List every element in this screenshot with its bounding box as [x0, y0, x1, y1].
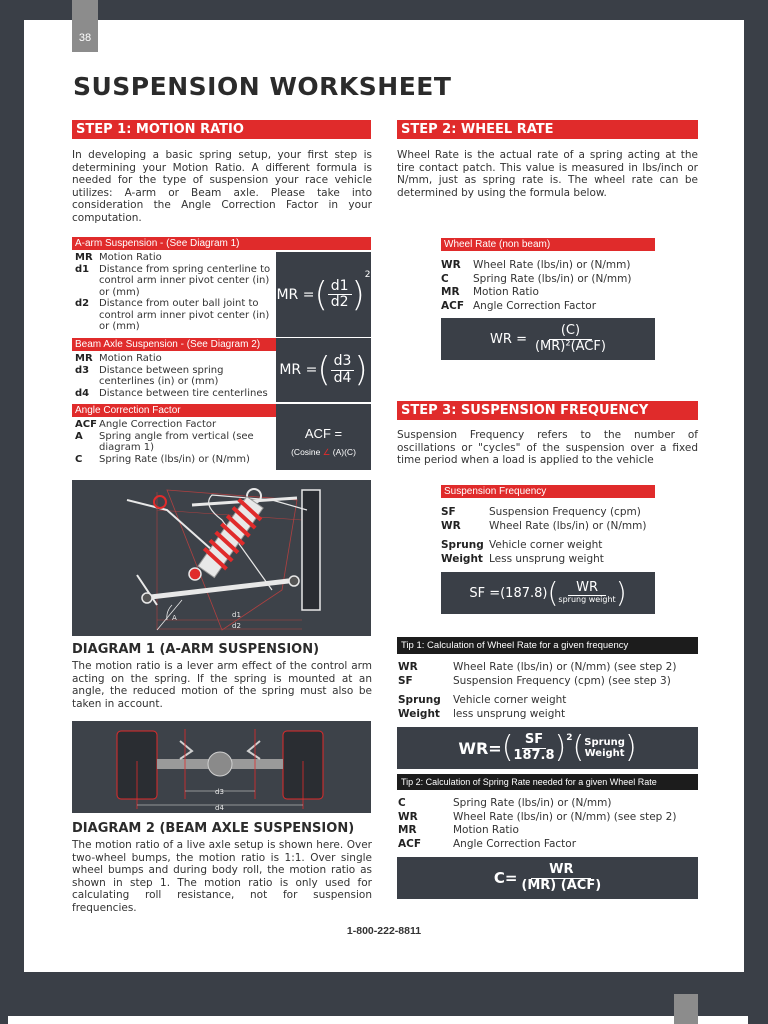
step1-heading: STEP 1: MOTION RATIO — [72, 120, 371, 139]
tip1-header: Tip 1: Calculation of Wheel Rate for a given frequency — [397, 637, 698, 654]
tip2-defs — [398, 797, 698, 851]
def-row: C Spring Rate (lbs/in) or (N/mm) — [441, 272, 632, 285]
def-row: MR Motion Ratio — [398, 824, 519, 836]
step1-text: In developing a basic spring setup, your first step is determining your Motion Ratio. A different formula is needed for the type of suspension your race vehicle utilizes: A-arm or Beam axle. Please take into consideration the Angle Correction Factor in your computation. — [72, 149, 372, 224]
def-row: d1 Distance from spring centerline to control arm inner pivot center (in) or (mm) — [75, 263, 271, 298]
def-row: Weight less unsprung weight — [398, 707, 566, 720]
beam-defs — [75, 353, 275, 399]
def-row: MR Motion Ratio — [75, 252, 162, 263]
def-row: C Spring Rate (lbs/in) or (N/mm) — [398, 797, 612, 809]
aarm-formula: MR = ( $\frac{d1}{d2}$ ) $^2$ — [276, 252, 371, 337]
next-page-edge — [8, 1016, 748, 1024]
def-row: Sprung Vehicle corner weight — [398, 694, 567, 706]
wheel-rate-header: Wheel Rate (non beam) — [441, 238, 655, 251]
label-a: A — [172, 614, 177, 622]
acf-defs — [75, 419, 275, 465]
diagram1-image — [72, 480, 371, 636]
aarm-header: A-arm Suspension - (See Diagram 1) — [72, 237, 371, 250]
step3-text: Suspension Frequency refers to the number of oscillations or "cycles" of the suspension over a fixed time period when a load is applied to the vehicle — [397, 429, 698, 467]
def-row: C Spring Rate (lbs/in) or (N/mm) — [75, 453, 250, 465]
tip1-formula: WR= ( $\frac{SF}{187.8}$ ) $^2$ ( Sprung Weight ) — [397, 727, 698, 769]
beam-formula: MR = ( $\frac{d3}{d4}$ ) — [276, 338, 371, 402]
def-row: MR Motion Ratio — [75, 353, 162, 364]
next-page-tab — [674, 994, 698, 1024]
def-row: d4 Distance between tire centerlines — [75, 387, 268, 399]
label-d1: d1 — [232, 611, 241, 619]
def-row: SF Suspension Frequency (cpm) (see step 3) — [398, 674, 671, 687]
tip2-header: Tip 2: Calculation of Spring Rate needed for a given Wheel Rate — [397, 774, 698, 790]
aarm-diagram-svg — [72, 480, 371, 636]
def-row: ACF Angle Correction Factor — [398, 837, 577, 850]
acf-formula: ACF = (Cosine ∠ (A)(C) — [276, 404, 371, 470]
def-row: ACF Angle Correction Factor — [441, 299, 597, 312]
aarm-defs — [75, 252, 275, 333]
step2-heading: STEP 2: WHEEL RATE — [397, 120, 698, 139]
page-number: 38 — [78, 32, 92, 44]
def-row: Sprung Vehicle corner weight — [441, 539, 603, 551]
def-row: MR Motion Ratio — [441, 286, 539, 298]
def-row: ACF Angle Correction Factor — [75, 419, 217, 430]
suspension-frequency-header: Suspension Frequency — [441, 485, 655, 498]
label-d2: d2 — [232, 622, 241, 630]
label-d3: d3 — [215, 788, 224, 796]
step2-text: Wheel Rate is the actual rate of a spring acting at the tire contact patch. This value is measured in lbs/inch or N/mm, just as spring rate is. The wheel rate can be determined by using the formula below. — [397, 149, 698, 199]
beam-header: Beam Axle Suspension - (See Diagram 2) — [72, 338, 276, 351]
wheel-rate-formula: WR = $\frac{(C)}{\text{(MR)²(ACF)}}$ — [441, 318, 655, 360]
diagram2-title: DIAGRAM 2 (BEAM AXLE SUSPENSION) — [72, 821, 355, 836]
acf-header: Angle Correction Factor — [72, 404, 276, 417]
wheel-rate-defs — [441, 259, 681, 313]
tip1-defs — [398, 661, 698, 721]
beam-axle-diagram-svg — [72, 721, 371, 813]
page-number-tab — [72, 0, 98, 52]
diagram1-text: The motion ratio is a lever arm effect of the control arm acting on the spring. If the spring is mounted at an angle, the reduced motion of the spring must also be taken in account. — [72, 660, 372, 710]
tip2-formula: C= $\frac{WR}{\text{(MR) (ACF)}}$ — [397, 857, 698, 899]
diagram2-image — [72, 721, 371, 813]
step3-heading: STEP 3: SUSPENSION FREQUENCY — [397, 401, 698, 420]
page-title: SUSPENSION WORKSHEET — [73, 72, 452, 101]
def-row: WR Wheel Rate (lbs/in) or (N/mm) — [441, 259, 631, 271]
diagram2-text: The motion ratio of a live axle setup is shown here. Over two-wheel bumps, the motion ratio is 1:1. Over single wheel bumps and during body roll, the motion ratio as shown in step 1. The motion ratio is only used for calculating roll resistance, not for suspension frequencies. — [72, 839, 372, 914]
suspension-frequency-defs — [441, 506, 681, 566]
def-row: SF Suspension Frequency (cpm) — [441, 506, 641, 518]
def-row: WR Wheel Rate (lbs/in) or (N/mm) — [441, 519, 647, 532]
phone-number: 1-800-222-8811 — [346, 925, 422, 937]
label-d4: d4 — [215, 804, 224, 812]
def-row: WR Wheel Rate (lbs/in) or (N/mm) (see step 2) — [398, 661, 677, 673]
angle-symbol-icon: ∠ — [322, 447, 331, 457]
def-row: A Spring angle from vertical (see diagram 1) — [75, 430, 254, 453]
def-row: Weight Less unsprung weight — [441, 552, 604, 565]
diagram1-title: DIAGRAM 1 (A-ARM SUSPENSION) — [72, 642, 320, 657]
def-row: d2 Distance from outer ball joint to control arm inner pivot center (in) or (mm) — [75, 298, 270, 332]
def-row: d3 Distance between spring centerlines (in) or (mm) — [75, 364, 224, 387]
def-row: WR Wheel Rate (lbs/in) or (N/mm) (see step 2) — [398, 810, 677, 823]
suspension-frequency-formula: SF =(187.8) ( $\frac{WR}{\text{sprung weight}}$ ) — [441, 572, 655, 614]
